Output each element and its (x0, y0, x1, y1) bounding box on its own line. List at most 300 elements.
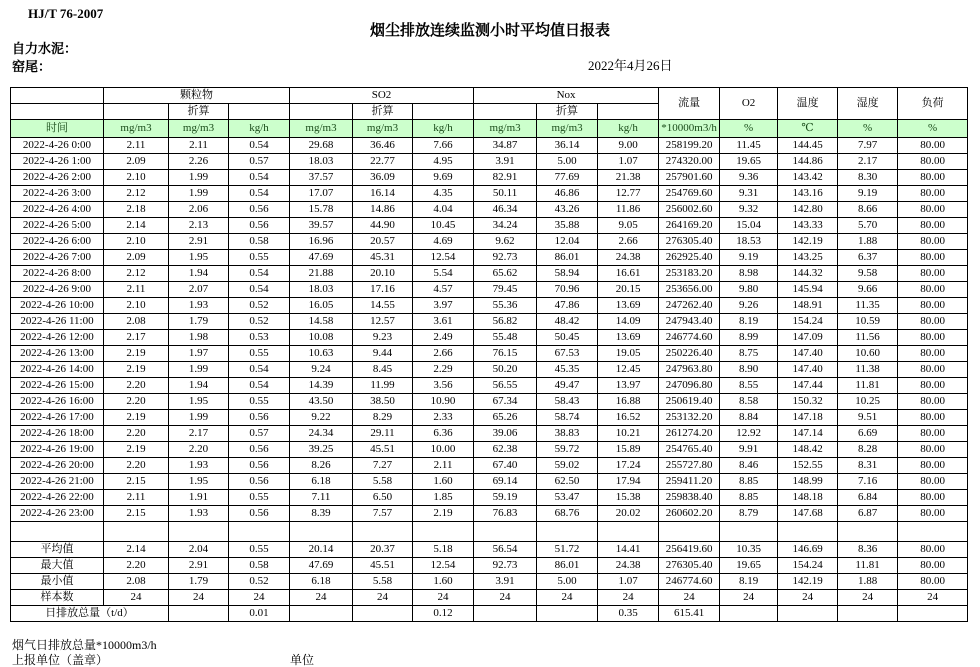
value-cell: 43.26 (537, 202, 598, 218)
data-row (11, 266, 968, 282)
value-cell: 247262.40 (659, 298, 720, 314)
value-cell: 53.47 (537, 490, 598, 506)
value-cell (778, 606, 838, 622)
value-cell: 246774.60 (659, 574, 720, 590)
value-cell: 1.98 (169, 330, 229, 346)
value-cell: 147.40 (778, 362, 838, 378)
data-row (11, 218, 968, 234)
value-cell (537, 522, 598, 542)
value-cell: 12.54 (413, 250, 474, 266)
value-cell: 15.89 (598, 442, 659, 458)
value-cell: 2.19 (104, 346, 169, 362)
value-cell: 0.01 (229, 606, 290, 622)
value-cell: 1.93 (169, 298, 229, 314)
value-cell: 17.94 (598, 474, 659, 490)
value-cell: 77.69 (537, 170, 598, 186)
value-cell: 79.45 (474, 282, 537, 298)
time-col-spacer (11, 88, 104, 104)
value-cell: 253656.00 (659, 282, 720, 298)
value-cell: 20.10 (353, 266, 413, 282)
value-cell: 7.16 (838, 474, 898, 490)
value-cell: 0.54 (229, 186, 290, 202)
value-cell: 148.99 (778, 474, 838, 490)
data-row (11, 362, 968, 378)
row-label-cell: 2022-4-26 5:00 (11, 218, 104, 234)
value-cell: 46.86 (537, 186, 598, 202)
value-cell: 80.00 (898, 378, 968, 394)
data-row (11, 250, 968, 266)
value-cell: 10.59 (838, 314, 898, 330)
value-cell: 80.00 (898, 314, 968, 330)
value-cell: 0.52 (229, 314, 290, 330)
daily-total-row (11, 606, 968, 622)
value-cell: 1.99 (169, 170, 229, 186)
value-cell: 16.05 (290, 298, 353, 314)
value-cell: 2.20 (104, 426, 169, 442)
value-cell: 8.30 (838, 170, 898, 186)
value-cell: 24 (290, 590, 353, 606)
data-row (11, 378, 968, 394)
value-cell: 80.00 (898, 154, 968, 170)
row-label-cell: 2022-4-26 18:00 (11, 426, 104, 442)
value-cell: 50.45 (537, 330, 598, 346)
group-nox: Nox (474, 88, 659, 104)
value-cell: 36.09 (353, 170, 413, 186)
value-cell: 143.25 (778, 250, 838, 266)
value-cell: 69.14 (474, 474, 537, 490)
value-cell: 59.19 (474, 490, 537, 506)
value-cell: 80.00 (898, 558, 968, 574)
value-cell: 6.36 (413, 426, 474, 442)
value-cell: 259411.20 (659, 474, 720, 490)
value-cell: 70.96 (537, 282, 598, 298)
value-cell: 1.93 (169, 458, 229, 474)
value-cell: 0.55 (229, 542, 290, 558)
value-cell: 1.88 (838, 234, 898, 250)
value-cell: 5.58 (353, 474, 413, 490)
unit-cell: kg/h (413, 120, 474, 138)
value-cell: 1.93 (169, 506, 229, 522)
value-cell: 8.26 (290, 458, 353, 474)
value-cell: 147.68 (778, 506, 838, 522)
value-cell: 11.38 (838, 362, 898, 378)
value-cell: 6.18 (290, 474, 353, 490)
data-row (11, 282, 968, 298)
value-cell: 43.50 (290, 394, 353, 410)
value-cell: 14.09 (598, 314, 659, 330)
value-cell: 10.25 (838, 394, 898, 410)
value-cell: 1.91 (169, 490, 229, 506)
value-cell: 0.55 (229, 346, 290, 362)
value-cell: 4.95 (413, 154, 474, 170)
unit-cell: ℃ (778, 120, 838, 138)
data-row (11, 186, 968, 202)
spacer-cell (104, 104, 169, 120)
value-cell: 10.45 (413, 218, 474, 234)
value-cell: 56.82 (474, 314, 537, 330)
row-label-cell: 2022-4-26 22:00 (11, 490, 104, 506)
value-cell: 80.00 (898, 282, 968, 298)
value-cell: 45.51 (353, 442, 413, 458)
value-cell: 67.40 (474, 458, 537, 474)
value-cell: 14.41 (598, 542, 659, 558)
value-cell: 80.00 (898, 394, 968, 410)
value-cell: 2.20 (104, 558, 169, 574)
value-cell: 143.42 (778, 170, 838, 186)
value-cell: 259838.40 (659, 490, 720, 506)
data-row (11, 234, 968, 250)
value-cell: 45.51 (353, 558, 413, 574)
row-label-cell: 2022-4-26 8:00 (11, 266, 104, 282)
data-row (11, 474, 968, 490)
data-row (11, 330, 968, 346)
value-cell: 2.13 (169, 218, 229, 234)
value-cell: 76.15 (474, 346, 537, 362)
value-cell: 80.00 (898, 346, 968, 362)
value-cell: 2.10 (104, 234, 169, 250)
value-cell: 2.20 (104, 394, 169, 410)
value-cell: 6.87 (838, 506, 898, 522)
value-cell: 9.26 (720, 298, 778, 314)
value-cell: 8.31 (838, 458, 898, 474)
value-cell: 9.44 (353, 346, 413, 362)
value-cell: 261274.20 (659, 426, 720, 442)
value-cell (598, 522, 659, 542)
value-cell: 39.57 (290, 218, 353, 234)
summary-row (11, 574, 968, 590)
data-row (11, 314, 968, 330)
value-cell: 6.18 (290, 574, 353, 590)
value-cell: 1.95 (169, 474, 229, 490)
value-cell: 67.34 (474, 394, 537, 410)
value-cell: 12.77 (598, 186, 659, 202)
value-cell: 24 (778, 590, 838, 606)
value-cell: 255727.80 (659, 458, 720, 474)
value-cell: 39.25 (290, 442, 353, 458)
unit-cell: mg/m3 (474, 120, 537, 138)
value-cell: 16.88 (598, 394, 659, 410)
value-cell: 82.91 (474, 170, 537, 186)
value-cell: 2.29 (413, 362, 474, 378)
value-cell (474, 522, 537, 542)
value-cell: 2.66 (413, 346, 474, 362)
value-cell: 24 (169, 590, 229, 606)
value-cell: 7.97 (838, 138, 898, 154)
company-label: 自力水泥： (12, 41, 78, 56)
value-cell: 80.00 (898, 458, 968, 474)
value-cell: 16.14 (353, 186, 413, 202)
value-cell: 76.83 (474, 506, 537, 522)
value-cell: 2.15 (104, 474, 169, 490)
value-cell: 1.79 (169, 574, 229, 590)
value-cell: 67.53 (537, 346, 598, 362)
value-cell: 1.88 (838, 574, 898, 590)
value-cell: 2.14 (104, 218, 169, 234)
value-cell: 58.43 (537, 394, 598, 410)
row-label-cell: 2022-4-26 10:00 (11, 298, 104, 314)
value-cell: 56.55 (474, 378, 537, 394)
value-cell: 16.52 (598, 410, 659, 426)
site-label: 窑尾： (12, 59, 52, 74)
value-cell: 2.04 (169, 542, 229, 558)
value-cell: 144.86 (778, 154, 838, 170)
value-cell: 2.91 (169, 558, 229, 574)
value-cell (229, 522, 290, 542)
value-cell: 9.36 (720, 170, 778, 186)
value-cell: 36.14 (537, 138, 598, 154)
data-row (11, 426, 968, 442)
value-cell: 7.11 (290, 490, 353, 506)
value-cell: 9.62 (474, 234, 537, 250)
value-cell: 2.19 (413, 506, 474, 522)
value-cell: 2.06 (169, 202, 229, 218)
spacer-cell (290, 104, 353, 120)
value-cell: 51.72 (537, 542, 598, 558)
value-cell: 147.14 (778, 426, 838, 442)
group-so2: SO2 (290, 88, 474, 104)
value-cell: 17.16 (353, 282, 413, 298)
value-cell: 9.22 (290, 410, 353, 426)
nox-conversion-label: 折算 (537, 104, 598, 120)
value-cell: 5.00 (537, 154, 598, 170)
row-label-cell: 2022-4-26 11:00 (11, 314, 104, 330)
value-cell: 247096.80 (659, 378, 720, 394)
value-cell: 80.00 (898, 202, 968, 218)
unit-cell: mg/m3 (353, 120, 413, 138)
value-cell: 21.38 (598, 170, 659, 186)
value-cell: 47.69 (290, 558, 353, 574)
value-cell: 147.40 (778, 346, 838, 362)
value-cell: 2.18 (104, 202, 169, 218)
value-cell: 0.54 (229, 378, 290, 394)
value-cell (413, 522, 474, 542)
value-cell: 1.94 (169, 378, 229, 394)
value-cell: 24 (413, 590, 474, 606)
value-cell: 16.96 (290, 234, 353, 250)
value-cell: 0.54 (229, 362, 290, 378)
value-cell: 254765.40 (659, 442, 720, 458)
value-cell: 62.50 (537, 474, 598, 490)
value-cell: 2.19 (104, 362, 169, 378)
value-cell: 253183.20 (659, 266, 720, 282)
value-cell: 11.45 (720, 138, 778, 154)
value-cell: 2.20 (104, 378, 169, 394)
value-cell: 6.69 (838, 426, 898, 442)
page-title: 烟尘排放连续监测小时平均值日报表 (369, 23, 610, 39)
value-cell: 9.32 (720, 202, 778, 218)
row-label-cell: 最大值 (11, 558, 104, 574)
value-cell: 80.00 (898, 426, 968, 442)
value-cell: 80.00 (898, 474, 968, 490)
row-label-cell: 2022-4-26 19:00 (11, 442, 104, 458)
value-cell (898, 522, 968, 542)
value-cell: 1.99 (169, 362, 229, 378)
row-label-cell: 2022-4-26 6:00 (11, 234, 104, 250)
value-cell: 50.11 (474, 186, 537, 202)
unit-cell: % (720, 120, 778, 138)
value-cell (838, 606, 898, 622)
value-cell: 2.11 (104, 282, 169, 298)
value-cell: 1.07 (598, 574, 659, 590)
value-cell: 9.23 (353, 330, 413, 346)
value-cell: 15.38 (598, 490, 659, 506)
value-cell: 24 (474, 590, 537, 606)
value-cell: 14.55 (353, 298, 413, 314)
value-cell: 0.57 (229, 426, 290, 442)
value-cell: 1.60 (413, 574, 474, 590)
value-cell: 8.29 (353, 410, 413, 426)
value-cell: 18.53 (720, 234, 778, 250)
value-cell: 260602.20 (659, 506, 720, 522)
value-cell: 47.86 (537, 298, 598, 314)
value-cell: 10.63 (290, 346, 353, 362)
value-cell: 8.46 (720, 458, 778, 474)
value-cell: 148.42 (778, 442, 838, 458)
value-cell: 2.17 (104, 330, 169, 346)
summary-row (11, 558, 968, 574)
value-cell: 9.31 (720, 186, 778, 202)
value-cell: 4.69 (413, 234, 474, 250)
value-cell: 2.19 (104, 442, 169, 458)
data-row (11, 298, 968, 314)
value-cell (290, 522, 353, 542)
value-cell: 9.69 (413, 170, 474, 186)
value-cell: 10.35 (720, 542, 778, 558)
value-cell: 24 (720, 590, 778, 606)
value-cell: 55.36 (474, 298, 537, 314)
row-label-cell: 平均值 (11, 542, 104, 558)
value-cell: 9.51 (838, 410, 898, 426)
value-cell: 24 (104, 590, 169, 606)
value-cell: 46.34 (474, 202, 537, 218)
value-cell: 0.56 (229, 458, 290, 474)
row-label-cell: 2022-4-26 0:00 (11, 138, 104, 154)
unit-cell: mg/m3 (104, 120, 169, 138)
value-cell: 154.24 (778, 558, 838, 574)
unit-cell: *10000m3/h (659, 120, 720, 138)
value-cell: 254769.60 (659, 186, 720, 202)
spacer-cell (474, 104, 537, 120)
value-cell: 80.00 (898, 170, 968, 186)
value-cell: 0.56 (229, 474, 290, 490)
value-cell: 11.81 (838, 558, 898, 574)
value-cell: 144.45 (778, 138, 838, 154)
value-cell: 0.54 (229, 170, 290, 186)
value-cell: 59.72 (537, 442, 598, 458)
value-cell: 0.57 (229, 154, 290, 170)
row-label-cell: 2022-4-26 2:00 (11, 170, 104, 186)
value-cell: 4.35 (413, 186, 474, 202)
value-cell: 262925.40 (659, 250, 720, 266)
value-cell: 86.01 (537, 558, 598, 574)
value-cell: 2.10 (104, 170, 169, 186)
value-cell: 24 (898, 590, 968, 606)
value-cell: 0.56 (229, 410, 290, 426)
value-cell: 16.61 (598, 266, 659, 282)
value-cell: 80.00 (898, 186, 968, 202)
report-date: 2022年4月26日 (588, 58, 673, 73)
value-cell: 35.88 (537, 218, 598, 234)
value-cell: 18.03 (290, 282, 353, 298)
value-cell: 19.65 (720, 154, 778, 170)
value-cell: 12.57 (353, 314, 413, 330)
value-cell: 0.55 (229, 394, 290, 410)
value-cell: 1.79 (169, 314, 229, 330)
value-cell: 8.19 (720, 314, 778, 330)
value-cell: 2.19 (104, 410, 169, 426)
value-cell: 9.19 (720, 250, 778, 266)
value-cell: 9.91 (720, 442, 778, 458)
value-cell: 2.33 (413, 410, 474, 426)
value-cell: 6.50 (353, 490, 413, 506)
value-cell: 0.53 (229, 330, 290, 346)
row-label-cell: 2022-4-26 23:00 (11, 506, 104, 522)
row-label-cell: 2022-4-26 4:00 (11, 202, 104, 218)
spacer-cell (598, 104, 659, 120)
value-cell: 615.41 (659, 606, 720, 622)
value-cell: 0.54 (229, 138, 290, 154)
value-cell: 0.12 (413, 606, 474, 622)
value-cell: 92.73 (474, 558, 537, 574)
value-cell (169, 606, 229, 622)
value-cell: 80.00 (898, 410, 968, 426)
value-cell: 38.50 (353, 394, 413, 410)
value-cell: 247943.40 (659, 314, 720, 330)
value-cell: 2.14 (104, 542, 169, 558)
value-cell: 45.31 (353, 250, 413, 266)
value-cell: 10.08 (290, 330, 353, 346)
value-cell: 5.70 (838, 218, 898, 234)
value-cell (898, 606, 968, 622)
value-cell: 154.24 (778, 314, 838, 330)
value-cell: 2.07 (169, 282, 229, 298)
value-cell: 8.39 (290, 506, 353, 522)
value-cell: 0.56 (229, 218, 290, 234)
value-cell: 80.00 (898, 574, 968, 590)
value-cell: 3.61 (413, 314, 474, 330)
value-cell: 258199.20 (659, 138, 720, 154)
value-cell: 6.37 (838, 250, 898, 266)
data-row (11, 138, 968, 154)
monitoring-report-table (10, 87, 968, 622)
value-cell: 257901.60 (659, 170, 720, 186)
value-cell: 11.86 (598, 202, 659, 218)
value-cell: 24 (353, 590, 413, 606)
value-cell: 34.24 (474, 218, 537, 234)
unit-cell: kg/h (229, 120, 290, 138)
value-cell: 65.62 (474, 266, 537, 282)
unit-cell: mg/m3 (290, 120, 353, 138)
flue-gas-total-label: 烟气日排放总量*10000m3/h (12, 638, 157, 652)
unit-cell: mg/m3 (537, 120, 598, 138)
value-cell: 256419.60 (659, 542, 720, 558)
value-cell: 2.26 (169, 154, 229, 170)
row-label-cell: 2022-4-26 21:00 (11, 474, 104, 490)
value-cell: 20.14 (290, 542, 353, 558)
value-cell: 2.91 (169, 234, 229, 250)
value-cell: 8.99 (720, 330, 778, 346)
value-cell: 58.74 (537, 410, 598, 426)
value-cell: 11.35 (838, 298, 898, 314)
value-cell: 274320.00 (659, 154, 720, 170)
so2-conversion-label: 折算 (353, 104, 413, 120)
standard-code: HJ/T 76-2007 (28, 6, 104, 21)
value-cell: 13.97 (598, 378, 659, 394)
value-cell (169, 522, 229, 542)
value-cell: 10.90 (413, 394, 474, 410)
value-cell: 14.86 (353, 202, 413, 218)
value-cell: 144.32 (778, 266, 838, 282)
